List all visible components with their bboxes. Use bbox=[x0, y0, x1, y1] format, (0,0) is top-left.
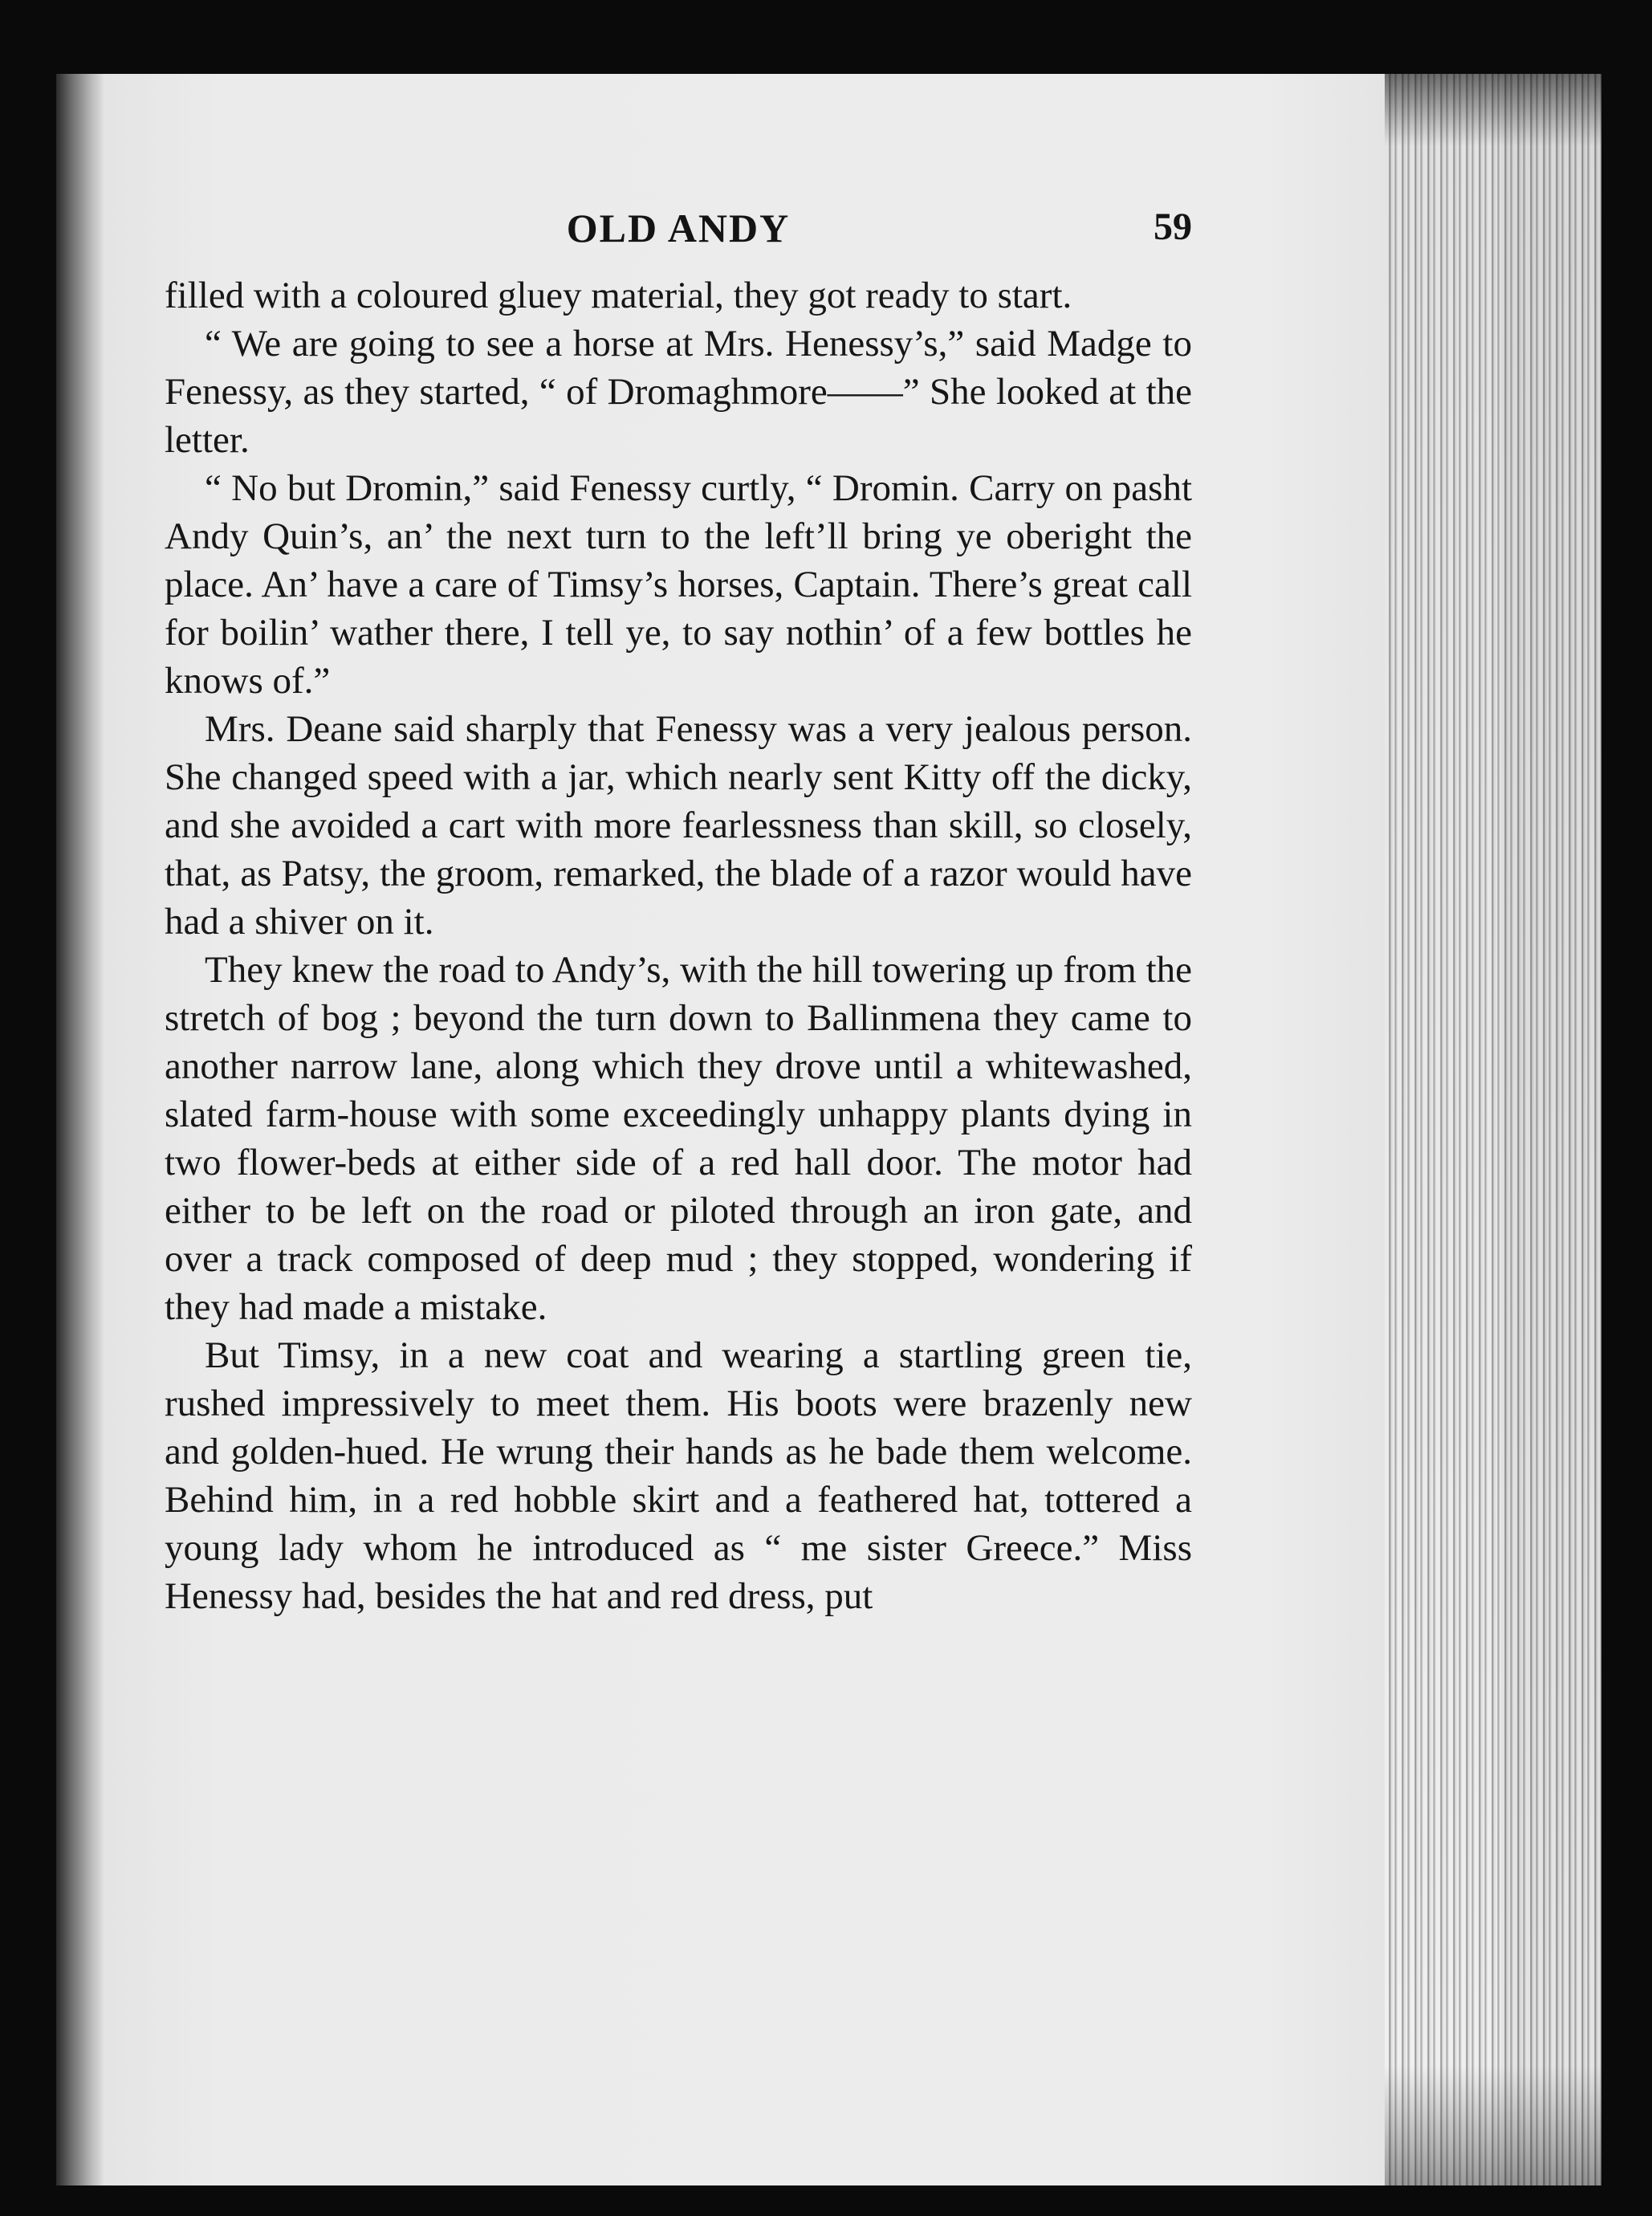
paragraph-4: Mrs. Deane said sharply that Fenessy was a very jealous person. She changed speed with a jar, which nearly sent Kitty off the dicky, and she avoided a cart with more fearlessness than skill, so closely, that, as Patsy, the groom, remarked, the blade of a razor would have had a shiver on it. bbox=[165, 708, 1192, 943]
paragraph-3: “ No but Dromin,” said Fenessy curtly, “ Dromin. Carry on pasht Andy Quin’s, an’ the next turn to the left’ll bring ye oberight the place. An’ have a care of Timsy’s horses, Captain. There’s great call for boilin’ wather there, I tell ye, to say nothin’ of a few bottles he knows of.” bbox=[165, 467, 1192, 702]
page-gutter-shadow bbox=[56, 74, 104, 2185]
paragraph-2: “ We are going to see a horse at Mrs. Henessy’s,” said Madge to Fenessy, as they started, “ of Dromaghmore——” She looked at the letter. bbox=[165, 323, 1192, 461]
page-number: 59 bbox=[1154, 206, 1192, 248]
paragraph-1: filled with a coloured gluey material, they got ready to start. bbox=[165, 275, 1072, 316]
page-header bbox=[165, 205, 1192, 261]
body-text bbox=[165, 271, 1192, 1620]
page-edges-shade bbox=[1385, 74, 1601, 2185]
paragraph-6: But Timsy, in a new coat and wearing a startling green tie, rushed impressively to meet them. His boots were brazenly new and golden-hued. He wrung their hands as he bade them welcome. Behind him, in a red hobble skirt and a feathered hat, tottered a young lady whom he introduced as “ me sister Greece.” Miss Henessy had, besides the hat and red dress, put bbox=[165, 1334, 1192, 1617]
running-title: OLD ANDY bbox=[566, 206, 791, 251]
paragraph-5: They knew the road to Andy’s, with the hill towering up from the stretch of bog ; beyond the turn down to Ballinmena they came to another narrow lane, along which they drove until a whitewashed, slated farm-house with some exceedingly unhappy plants dying in two flower-beds at either side of a red hall door. The motor had either to be left on the road or piloted through an iron gate, and over a track composed of deep mud ; they stopped, wondering if they had made a mistake. bbox=[165, 949, 1192, 1328]
